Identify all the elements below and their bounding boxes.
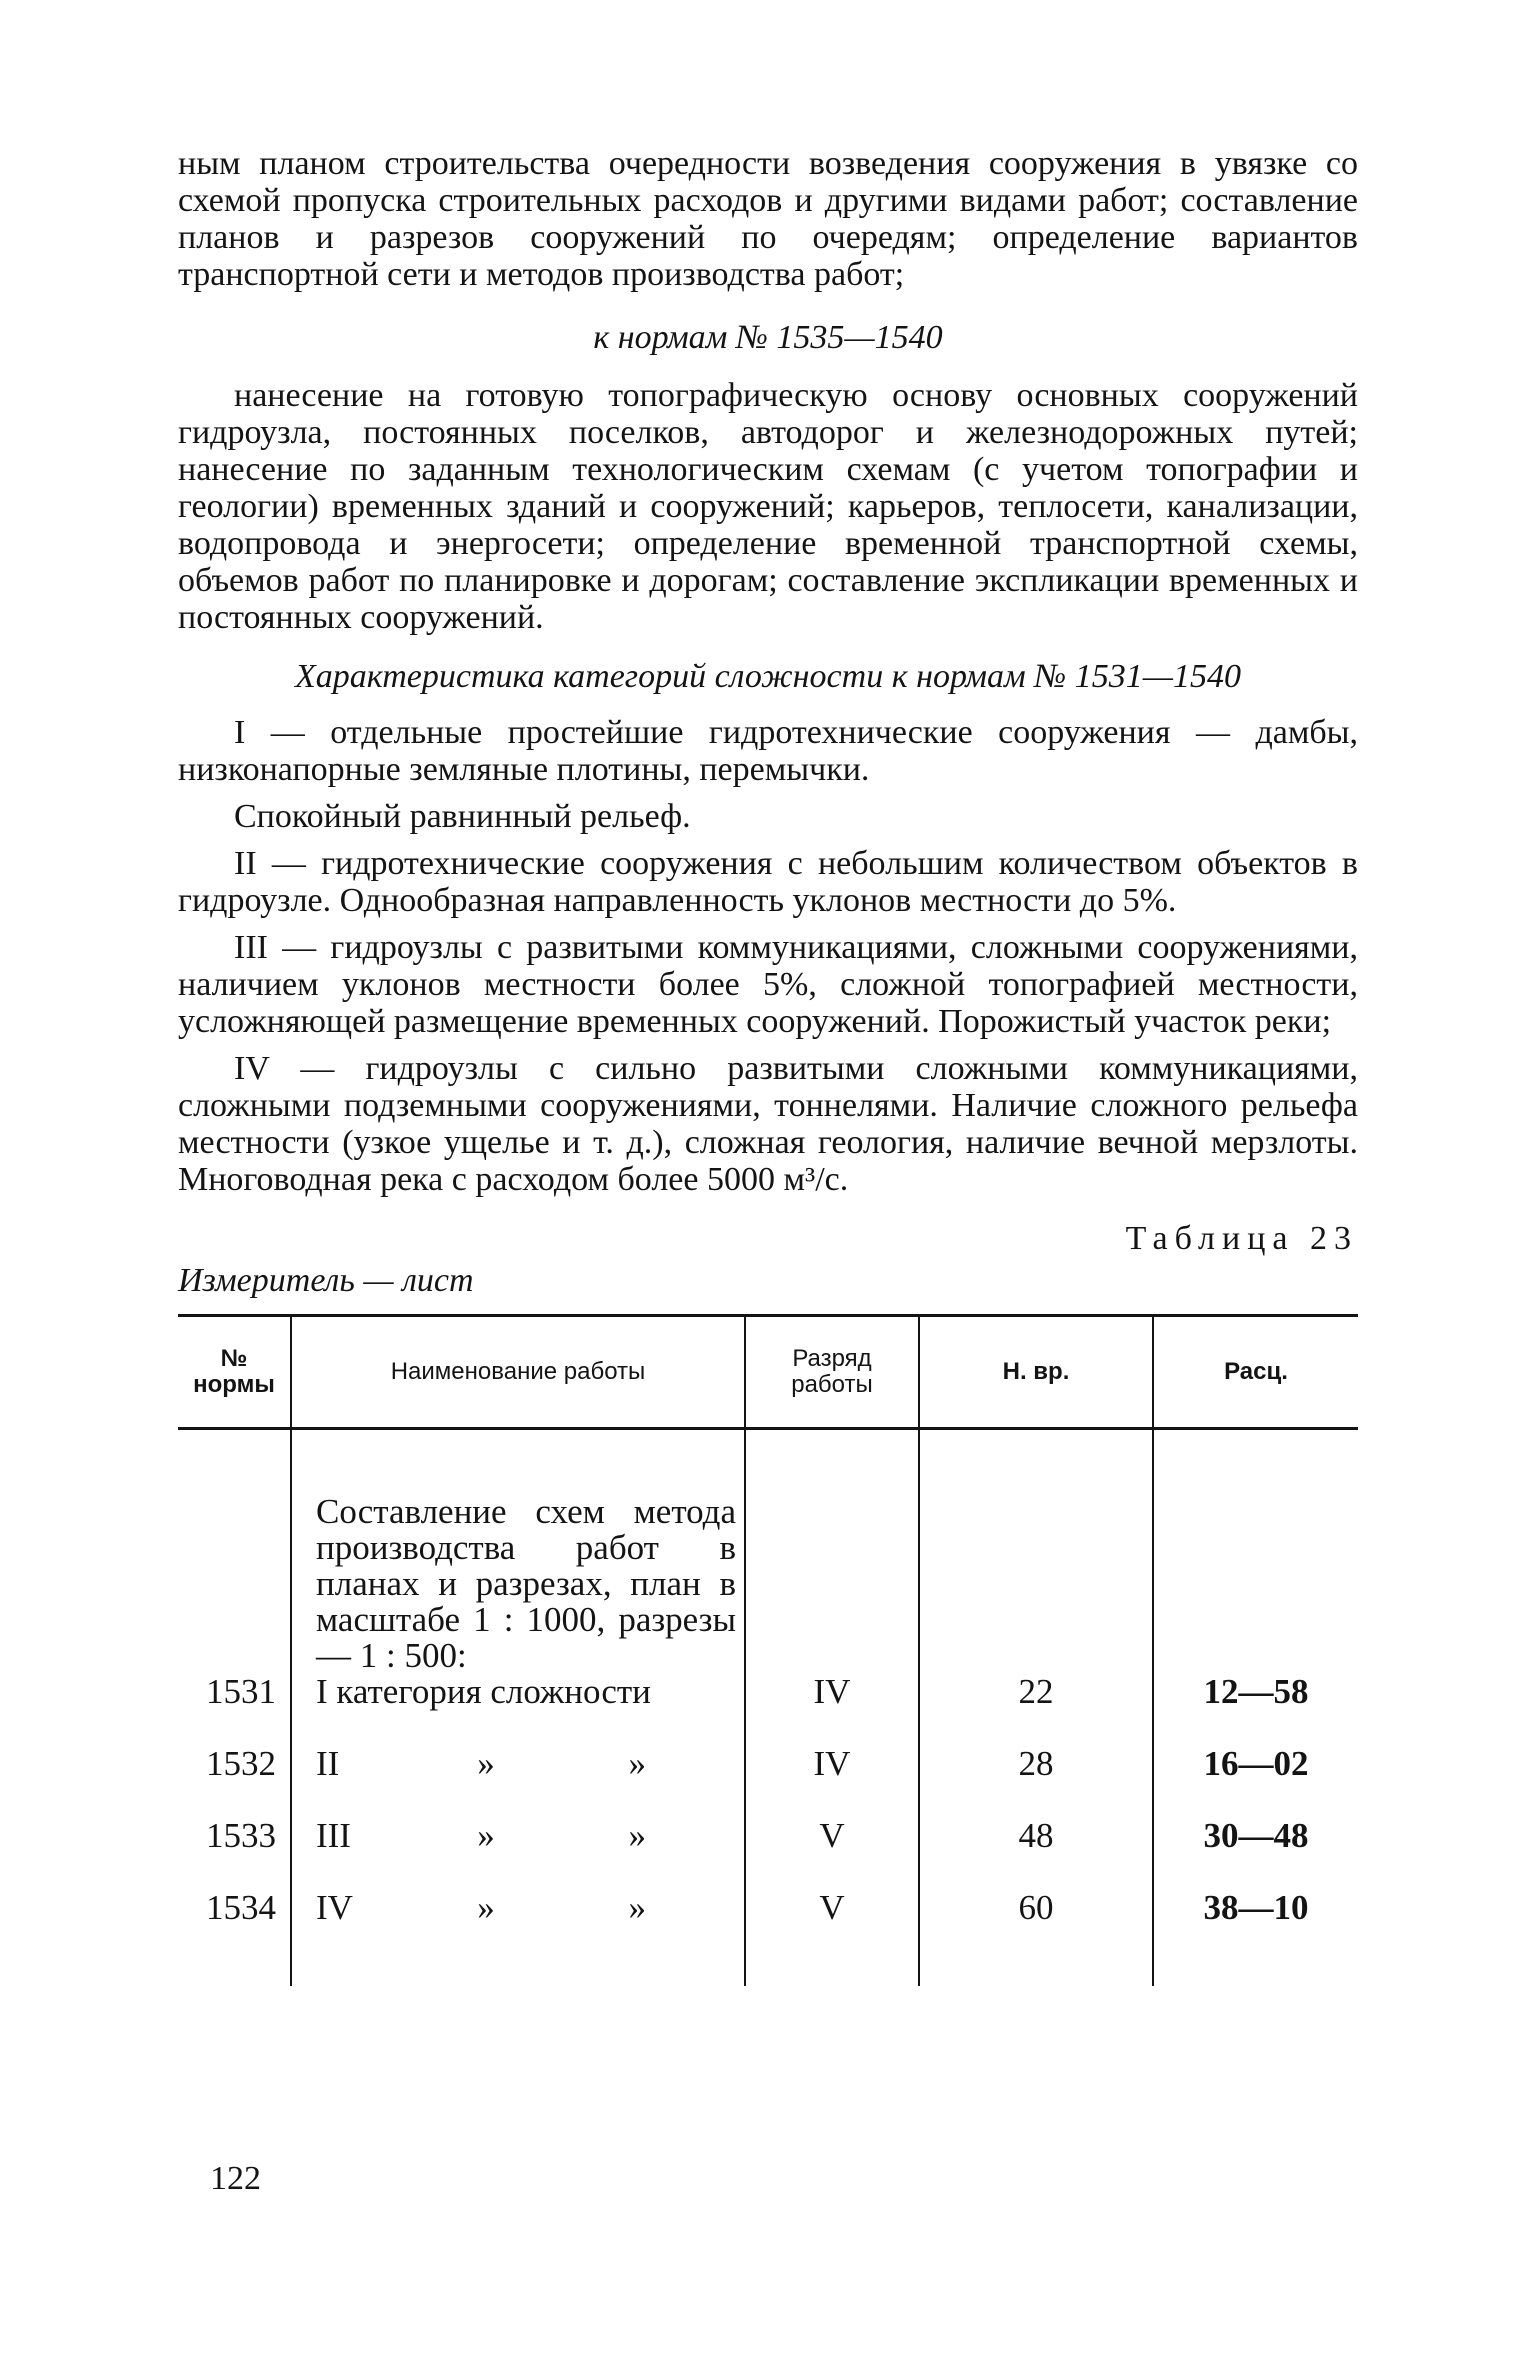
work-category: IV <box>316 1888 353 1927</box>
relief-note: Спокойный равнинный рельеф. <box>234 798 691 835</box>
table-header-row <box>178 1316 1358 1429</box>
work-name <box>291 1710 745 1782</box>
work-name <box>291 1782 745 1854</box>
work-name <box>291 1429 745 1711</box>
rate: 12—58 <box>1153 1429 1358 1711</box>
work-grade: V <box>745 1854 919 1926</box>
norms-table <box>178 1314 1358 1986</box>
norm-number: 1531 <box>206 1672 276 1711</box>
category-2: II — гидротехнические сооружения с небольшим количеством объектов в гидроузле. Однообразная направленность уклонов местности до 5%. <box>178 845 1358 919</box>
work-grade: IV <box>745 1710 919 1782</box>
table-row <box>178 1782 1358 1854</box>
page-number: 122 <box>210 2160 261 2197</box>
paragraph-intro: ным планом строительства очередности возведения сооружения в увязке со схемой пропуска строительных расходов и другими видами работ; составление планов и разрезов сооружений по очередям; определение вариантов транспортной сети и методов производства работ; <box>178 145 1358 293</box>
header-time: Н. вр. <box>919 1316 1153 1429</box>
ditto-mark: » <box>628 1888 646 1927</box>
table-row <box>178 1854 1358 1926</box>
work-description: Составление схем метода производства работ в планах и разрезах, план в масштабе 1 : 1000, разрезы — 1 : 500: <box>316 1492 736 1675</box>
measure-label: Измеритель — лист <box>178 1262 474 1299</box>
time-norm: 48 <box>919 1782 1153 1854</box>
work-category: I категория сложности <box>316 1672 651 1711</box>
rate: 30—48 <box>1153 1782 1358 1854</box>
category-4: IV — гидроузлы с сильно развитыми сложными коммуникациями, сложными подземными сооружениями, тоннелями. Наличие сложного рельефа местности (узкое ущелье и т. д.), сложная геология, наличие вечной мерзлоты. Многоводная река с расходом более 5000 м³/с. <box>178 1050 1358 1198</box>
table-label: Таблица 23 <box>1125 1220 1358 1257</box>
rate: 16—02 <box>1153 1710 1358 1782</box>
categories-heading: Характеристика категорий сложности к нормам № 1531—1540 <box>295 658 1241 695</box>
table-row <box>178 1710 1358 1782</box>
header-number: № нормы <box>178 1316 291 1429</box>
norm-number: 1533 <box>206 1816 276 1855</box>
header-rate: Расц. <box>1153 1316 1358 1429</box>
table-row-spacer <box>178 1926 1358 1986</box>
work-name <box>291 1854 745 1926</box>
ditto-mark: » <box>628 1816 646 1855</box>
ditto-mark: » <box>477 1744 495 1783</box>
section-paragraph: нанесение на готовую топографическую основу основных сооружений гидроузла, постоянных поселков, автодорог и железнодорожных путей; нанесение по заданным технологическим схемам (с учетом топографии и геологии) временных зданий и сооружений; карьеров, теплосети, канализации, водопровода и энергосети; определение временной транспортной схемы, объемов работ по планировке и дорогам; составление экспликации временных и постоянных сооружений. <box>178 377 1358 636</box>
time-norm: 28 <box>919 1710 1153 1782</box>
table-row <box>178 1429 1358 1711</box>
ditto-mark: » <box>477 1816 495 1855</box>
work-grade: V <box>745 1782 919 1854</box>
work-category: II <box>316 1744 340 1783</box>
time-norm: 22 <box>919 1429 1153 1711</box>
page-content <box>178 145 1358 1986</box>
work-category: III <box>316 1816 351 1855</box>
time-norm: 60 <box>919 1854 1153 1926</box>
ditto-mark: » <box>477 1888 495 1927</box>
norm-number: 1534 <box>206 1888 276 1927</box>
header-name: Наименование работы <box>291 1316 745 1429</box>
ditto-mark: » <box>628 1744 646 1783</box>
work-grade: IV <box>745 1429 919 1711</box>
header-grade: Разряд работы <box>745 1316 919 1429</box>
category-3: III — гидроузлы с развитыми коммуникациями, сложными сооружениями, наличием уклонов местности более 5%, сложной топографией местности, усложняющей размещение временных сооружений. Порожистый участок реки; <box>178 929 1358 1040</box>
rate: 38—10 <box>1153 1854 1358 1926</box>
norm-number: 1532 <box>206 1744 276 1783</box>
category-1: I — отдельные простейшие гидротехнические сооружения — дамбы, низконапорные земляные плотины, перемычки. <box>178 714 1358 788</box>
section-heading: к нормам № 1535—1540 <box>593 319 943 356</box>
